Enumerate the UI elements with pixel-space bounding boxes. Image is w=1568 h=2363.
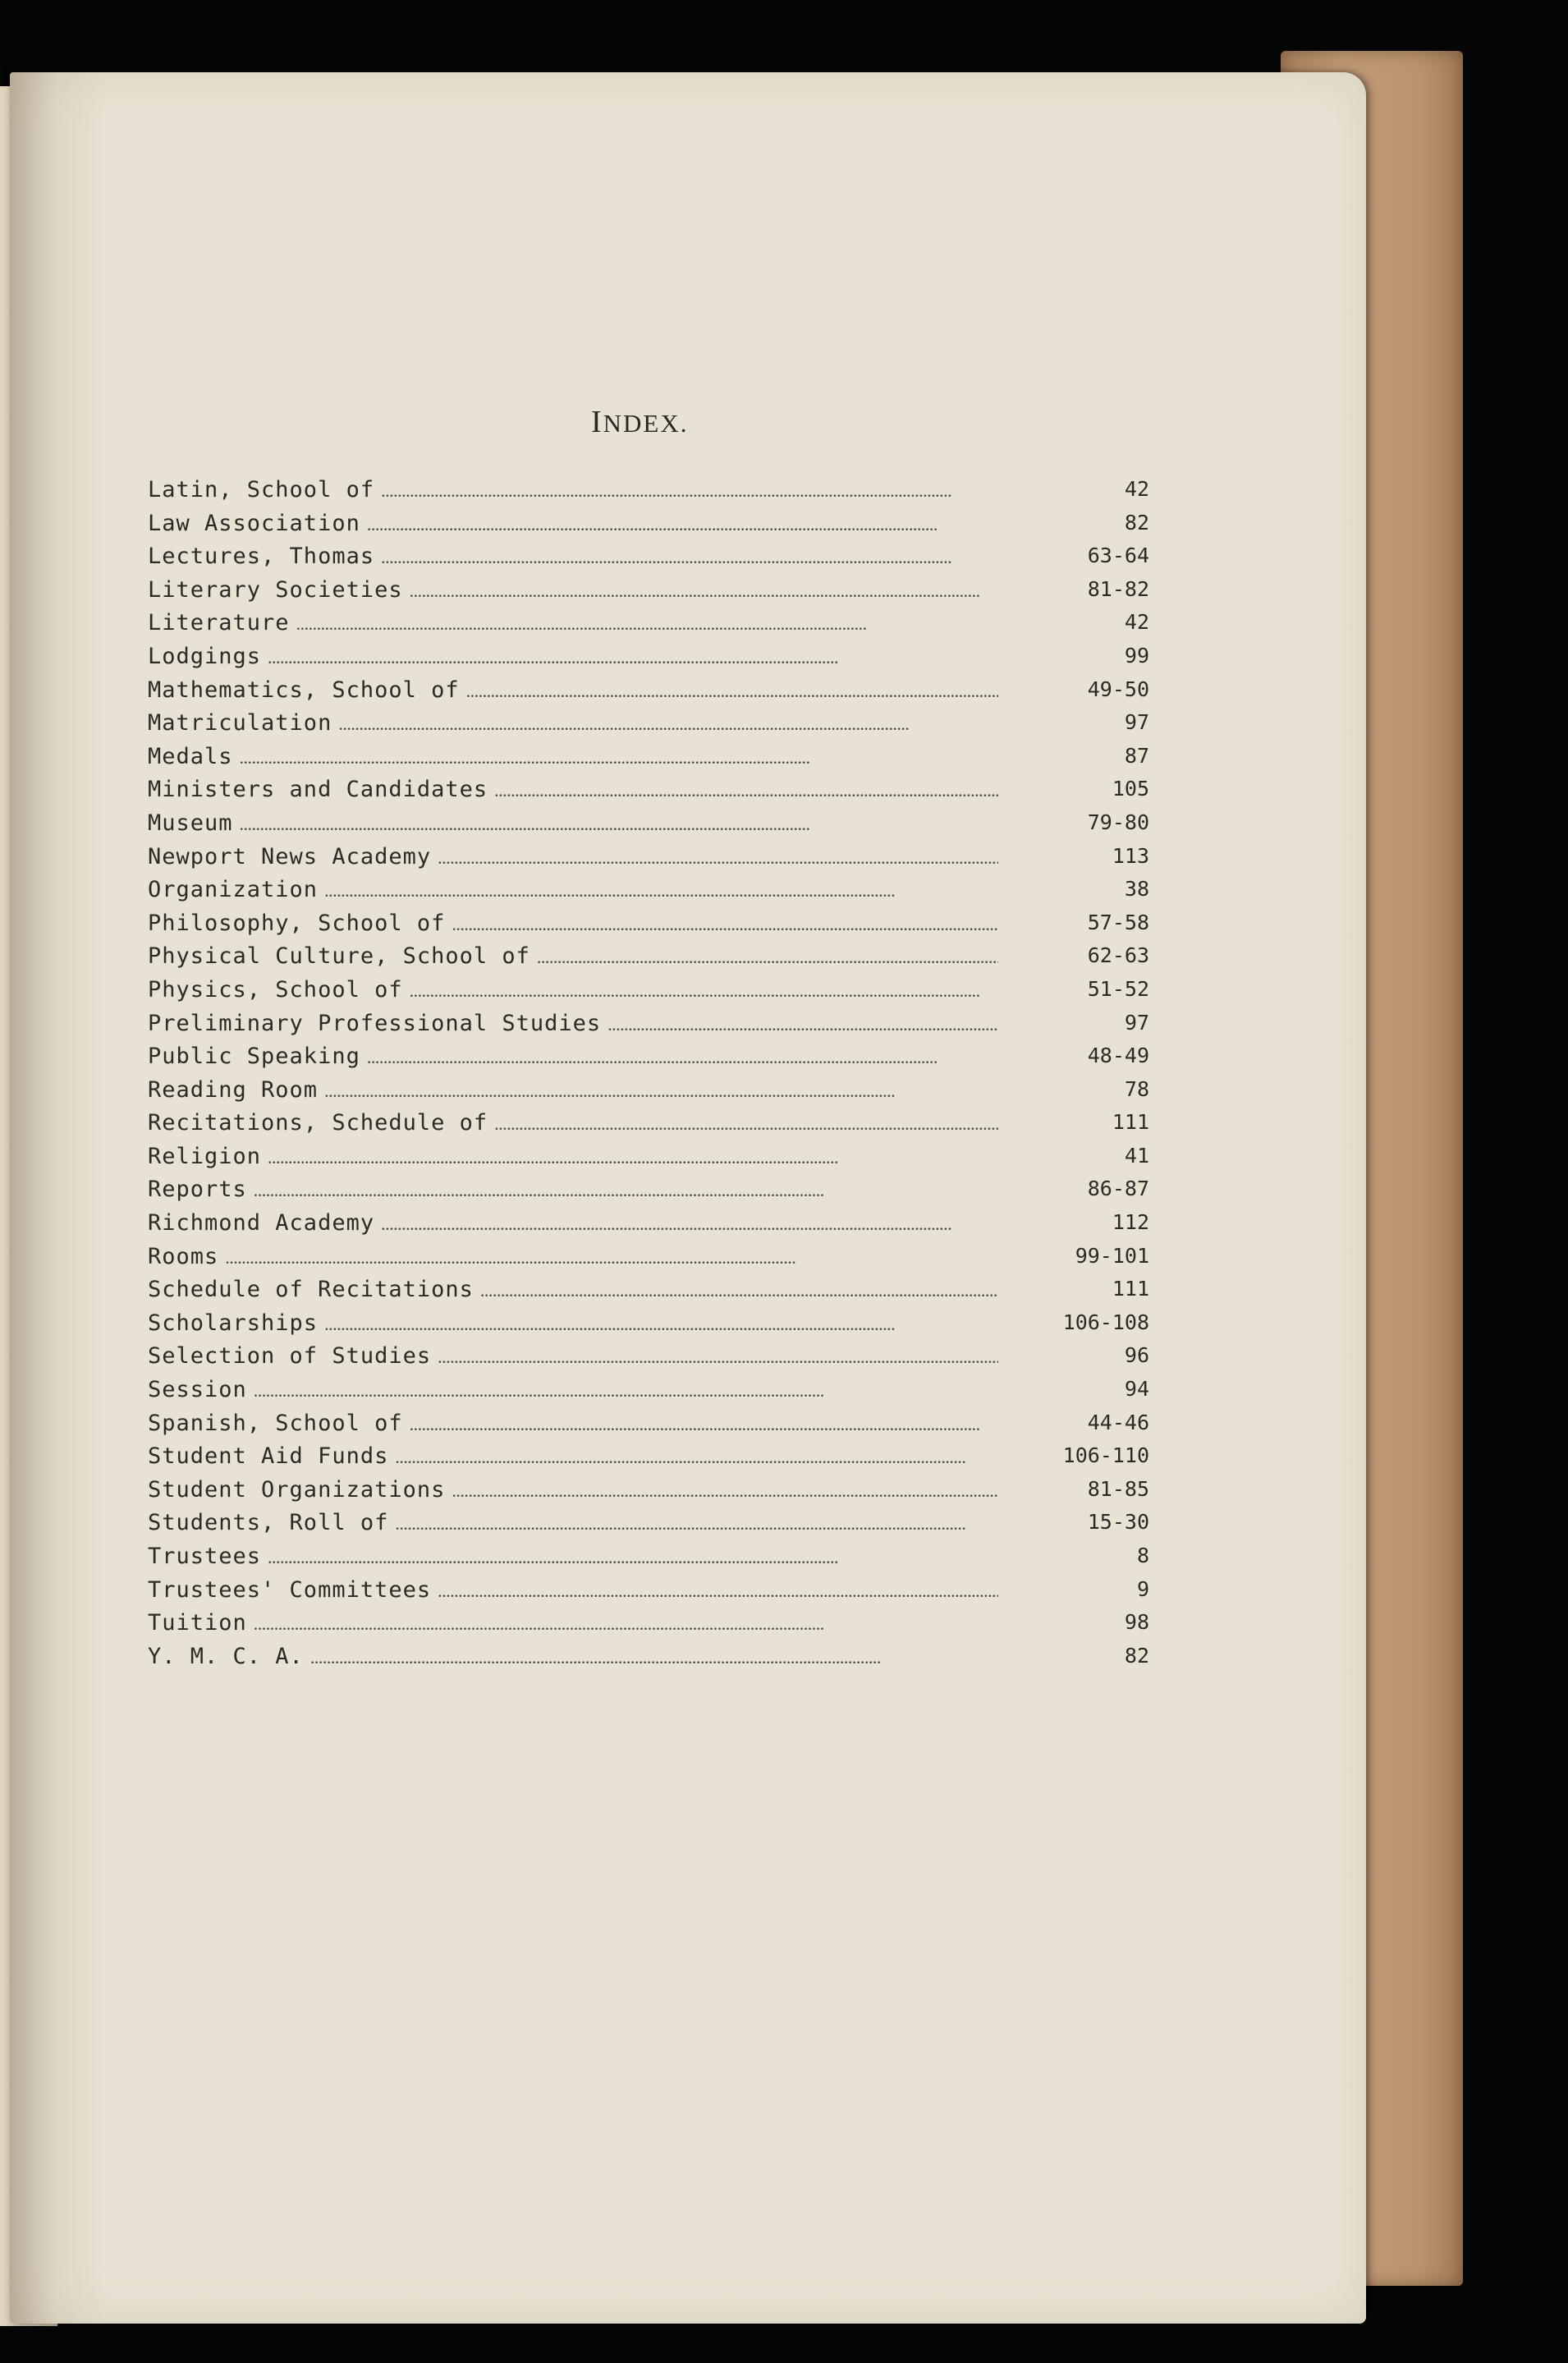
index-entry-label: Recitations, Schedule of: [148, 1110, 488, 1136]
index-entry-leader: [148, 1240, 998, 1273]
index-entry: [148, 1439, 1149, 1473]
page-title-rest: NDEX.: [603, 409, 689, 438]
index-entry-label: Reports: [148, 1177, 247, 1203]
index-entry-label: Physical Culture, School of: [148, 943, 530, 970]
index-entry-leader: [148, 1073, 998, 1107]
index-entry-pages: 9: [1136, 1576, 1149, 1601]
index-entry: [148, 806, 1149, 840]
index-entry-pages: 49-50: [1087, 677, 1149, 701]
index-entry-pages: 82: [1124, 510, 1149, 535]
index-entry-pages: 111: [1112, 1277, 1149, 1301]
index-entry-label: Selection of Studies: [148, 1343, 432, 1370]
index-entry-pages: 15-30: [1087, 1510, 1149, 1535]
index-entry-pages: 8: [1136, 1544, 1149, 1567]
index-entry-leader: [148, 1439, 998, 1473]
index-entry-leader: [148, 939, 998, 973]
index-entry-leader: [148, 706, 998, 740]
index-entry-label: Religion: [148, 1143, 262, 1169]
index-entry-label: Spanish, School of: [148, 1410, 403, 1436]
index-entry: [148, 1640, 1149, 1673]
index-entry: [148, 1106, 1149, 1140]
index-entry: [148, 507, 1149, 540]
page-title: [591, 404, 689, 440]
index-entry: [148, 673, 1149, 707]
index-entry-leader: [148, 1473, 998, 1507]
index-entry-leader: [148, 906, 998, 940]
index-entry-leader: [148, 1206, 998, 1240]
index-entry-pages: 99: [1124, 643, 1149, 668]
index-entry-label: Richmond Academy: [148, 1210, 375, 1237]
index-entry-list: [148, 473, 1149, 1672]
index-entry: [148, 539, 1149, 573]
index-entry-label: Session: [148, 1377, 247, 1403]
index-entry-pages: 81-85: [1087, 1476, 1149, 1501]
index-entry-pages: 96: [1124, 1343, 1149, 1368]
index-entry-pages: 106-108: [1062, 1310, 1149, 1334]
index-entry-label: Philosophy, School of: [148, 910, 446, 936]
index-entry-label: Student Organizations: [148, 1476, 446, 1503]
index-entry-leader: [148, 973, 998, 1007]
index-entry: [148, 1506, 1149, 1539]
index-entry: [148, 773, 1149, 806]
index-entry-leader: [148, 840, 998, 874]
index-entry-label: Preliminary Professional Studies: [148, 1010, 602, 1036]
index-entry-leader: [148, 773, 998, 806]
index-entry-pages: 81-82: [1087, 576, 1149, 601]
index-entry-label: Y. M. C. A.: [148, 1643, 304, 1669]
index-entry-label: Schedule of Recitations: [148, 1277, 474, 1303]
index-entry: [148, 1573, 1149, 1607]
index-entry-label: Rooms: [148, 1243, 219, 1269]
index-entry-leader: [148, 573, 998, 607]
index-entry-label: Mathematics, School of: [148, 677, 460, 703]
index-entry-label: Scholarships: [148, 1310, 319, 1336]
index-entry-label: Law Association: [148, 510, 360, 536]
index-entry-pages: 63-64: [1087, 544, 1149, 568]
index-entry-leader: [148, 1539, 998, 1573]
index-entry-pages: 82: [1124, 1643, 1149, 1668]
index-entry: [148, 840, 1149, 874]
index-entry-label: Lectures, Thomas: [148, 544, 375, 570]
index-entry-leader: [148, 1273, 998, 1306]
index-entry: [148, 873, 1149, 906]
index-entry-leader: [148, 1106, 998, 1140]
index-entry: [148, 1172, 1149, 1206]
index-entry-label: Tuition: [148, 1610, 247, 1636]
index-entry: [148, 973, 1149, 1007]
index-entry: [148, 1240, 1149, 1273]
index-entry-leader: [148, 1140, 998, 1173]
index-entry-pages: 99-101: [1075, 1243, 1149, 1268]
index-entry-leader: [148, 1039, 998, 1073]
index-entry: [148, 1373, 1149, 1406]
index-entry: [148, 1039, 1149, 1073]
index-entry-leader: [148, 673, 998, 707]
index-entry-pages: 113: [1112, 843, 1149, 868]
index-entry-pages: 44-46: [1087, 1410, 1149, 1434]
index-entry-leader: [148, 507, 998, 540]
index-entry-leader: [148, 1406, 998, 1440]
index-entry-label: Museum: [148, 810, 233, 836]
index-entry: [148, 1539, 1149, 1573]
index-entry-pages: 79-80: [1087, 810, 1149, 834]
index-entry-label: Ministers and Candidates: [148, 777, 488, 803]
index-entry-leader: [148, 473, 998, 507]
index-entry-label: Physics, School of: [148, 976, 403, 1003]
index-entry-leader: [148, 806, 998, 840]
index-entry-leader: [148, 1373, 998, 1406]
index-entry: [148, 740, 1149, 773]
index-entry-leader: [148, 873, 998, 906]
index-entry-pages: 42: [1124, 610, 1149, 635]
index-entry-pages: 97: [1124, 710, 1149, 735]
index-entry-pages: 94: [1124, 1377, 1149, 1402]
index-entry-leader: [148, 640, 998, 673]
index-entry-pages: 48-49: [1087, 1044, 1149, 1068]
index-entry-label: Literature: [148, 610, 290, 636]
index-entry-label: Latin, School of: [148, 477, 375, 502]
index-entry: [148, 1406, 1149, 1440]
index-entry-pages: 112: [1112, 1210, 1149, 1235]
index-entry: [148, 573, 1149, 607]
index-entry-leader: [148, 1007, 998, 1040]
index-entry-pages: 86-87: [1087, 1177, 1149, 1201]
index-entry-pages: 106-110: [1062, 1443, 1149, 1468]
index-entry: [148, 606, 1149, 640]
index-entry-label: Medals: [148, 743, 233, 769]
index-entry-label: Newport News Academy: [148, 843, 432, 869]
index-entry-leader: [148, 1573, 998, 1607]
index-entry: [148, 906, 1149, 940]
index-entry-pages: 98: [1124, 1610, 1149, 1635]
index-entry: [148, 640, 1149, 673]
index-entry-label: Trustees' Committees: [148, 1576, 432, 1603]
index-entry-label: Public Speaking: [148, 1044, 360, 1070]
index-entry-label: Organization: [148, 877, 319, 903]
page-title-initial: I: [591, 405, 603, 439]
index-entry-label: Matriculation: [148, 710, 332, 736]
index-entry: [148, 1140, 1149, 1173]
index-entry-pages: 38: [1124, 877, 1149, 902]
index-entry-pages: 42: [1124, 477, 1149, 501]
index-entry-label: Lodgings: [148, 643, 262, 669]
index-entry: [148, 1306, 1149, 1340]
index-entry-label: Reading Room: [148, 1076, 319, 1103]
index-entry-leader: [148, 1640, 998, 1673]
index-entry-leader: [148, 1172, 998, 1206]
index-entry-pages: 62-63: [1087, 943, 1149, 968]
index-entry-label: Student Aid Funds: [148, 1443, 389, 1470]
index-entry: [148, 473, 1149, 507]
index-entry-pages: 111: [1112, 1110, 1149, 1135]
index-entry-pages: 97: [1124, 1010, 1149, 1035]
index-entry-pages: 105: [1112, 777, 1149, 801]
index-entry: [148, 1606, 1149, 1640]
index-entry-leader: [148, 1606, 998, 1640]
index-entry: [148, 1473, 1149, 1507]
index-entry: [148, 1007, 1149, 1040]
index-entry: [148, 1073, 1149, 1107]
index-entry: [148, 1339, 1149, 1373]
index-entry-leader: [148, 606, 998, 640]
index-entry-leader: [148, 1506, 998, 1539]
index-entry: [148, 1273, 1149, 1306]
index-entry-pages: 51-52: [1087, 976, 1149, 1001]
index-entry-pages: 87: [1124, 743, 1149, 768]
index-entry-leader: [148, 539, 998, 573]
index-entry-label: Students, Roll of: [148, 1510, 389, 1536]
index-entry: [148, 939, 1149, 973]
index-entry-leader: [148, 1339, 998, 1373]
index-entry: [148, 706, 1149, 740]
index-entry-label: Literary Societies: [148, 576, 403, 603]
index-entry-pages: 57-58: [1087, 910, 1149, 934]
index-entry-leader: [148, 1306, 998, 1340]
index-entry-label: Trustees: [148, 1544, 262, 1569]
index-entry-pages: 78: [1124, 1076, 1149, 1101]
index-entry: [148, 1206, 1149, 1240]
index-entry-leader: [148, 740, 998, 773]
index-entry-pages: 41: [1124, 1143, 1149, 1168]
